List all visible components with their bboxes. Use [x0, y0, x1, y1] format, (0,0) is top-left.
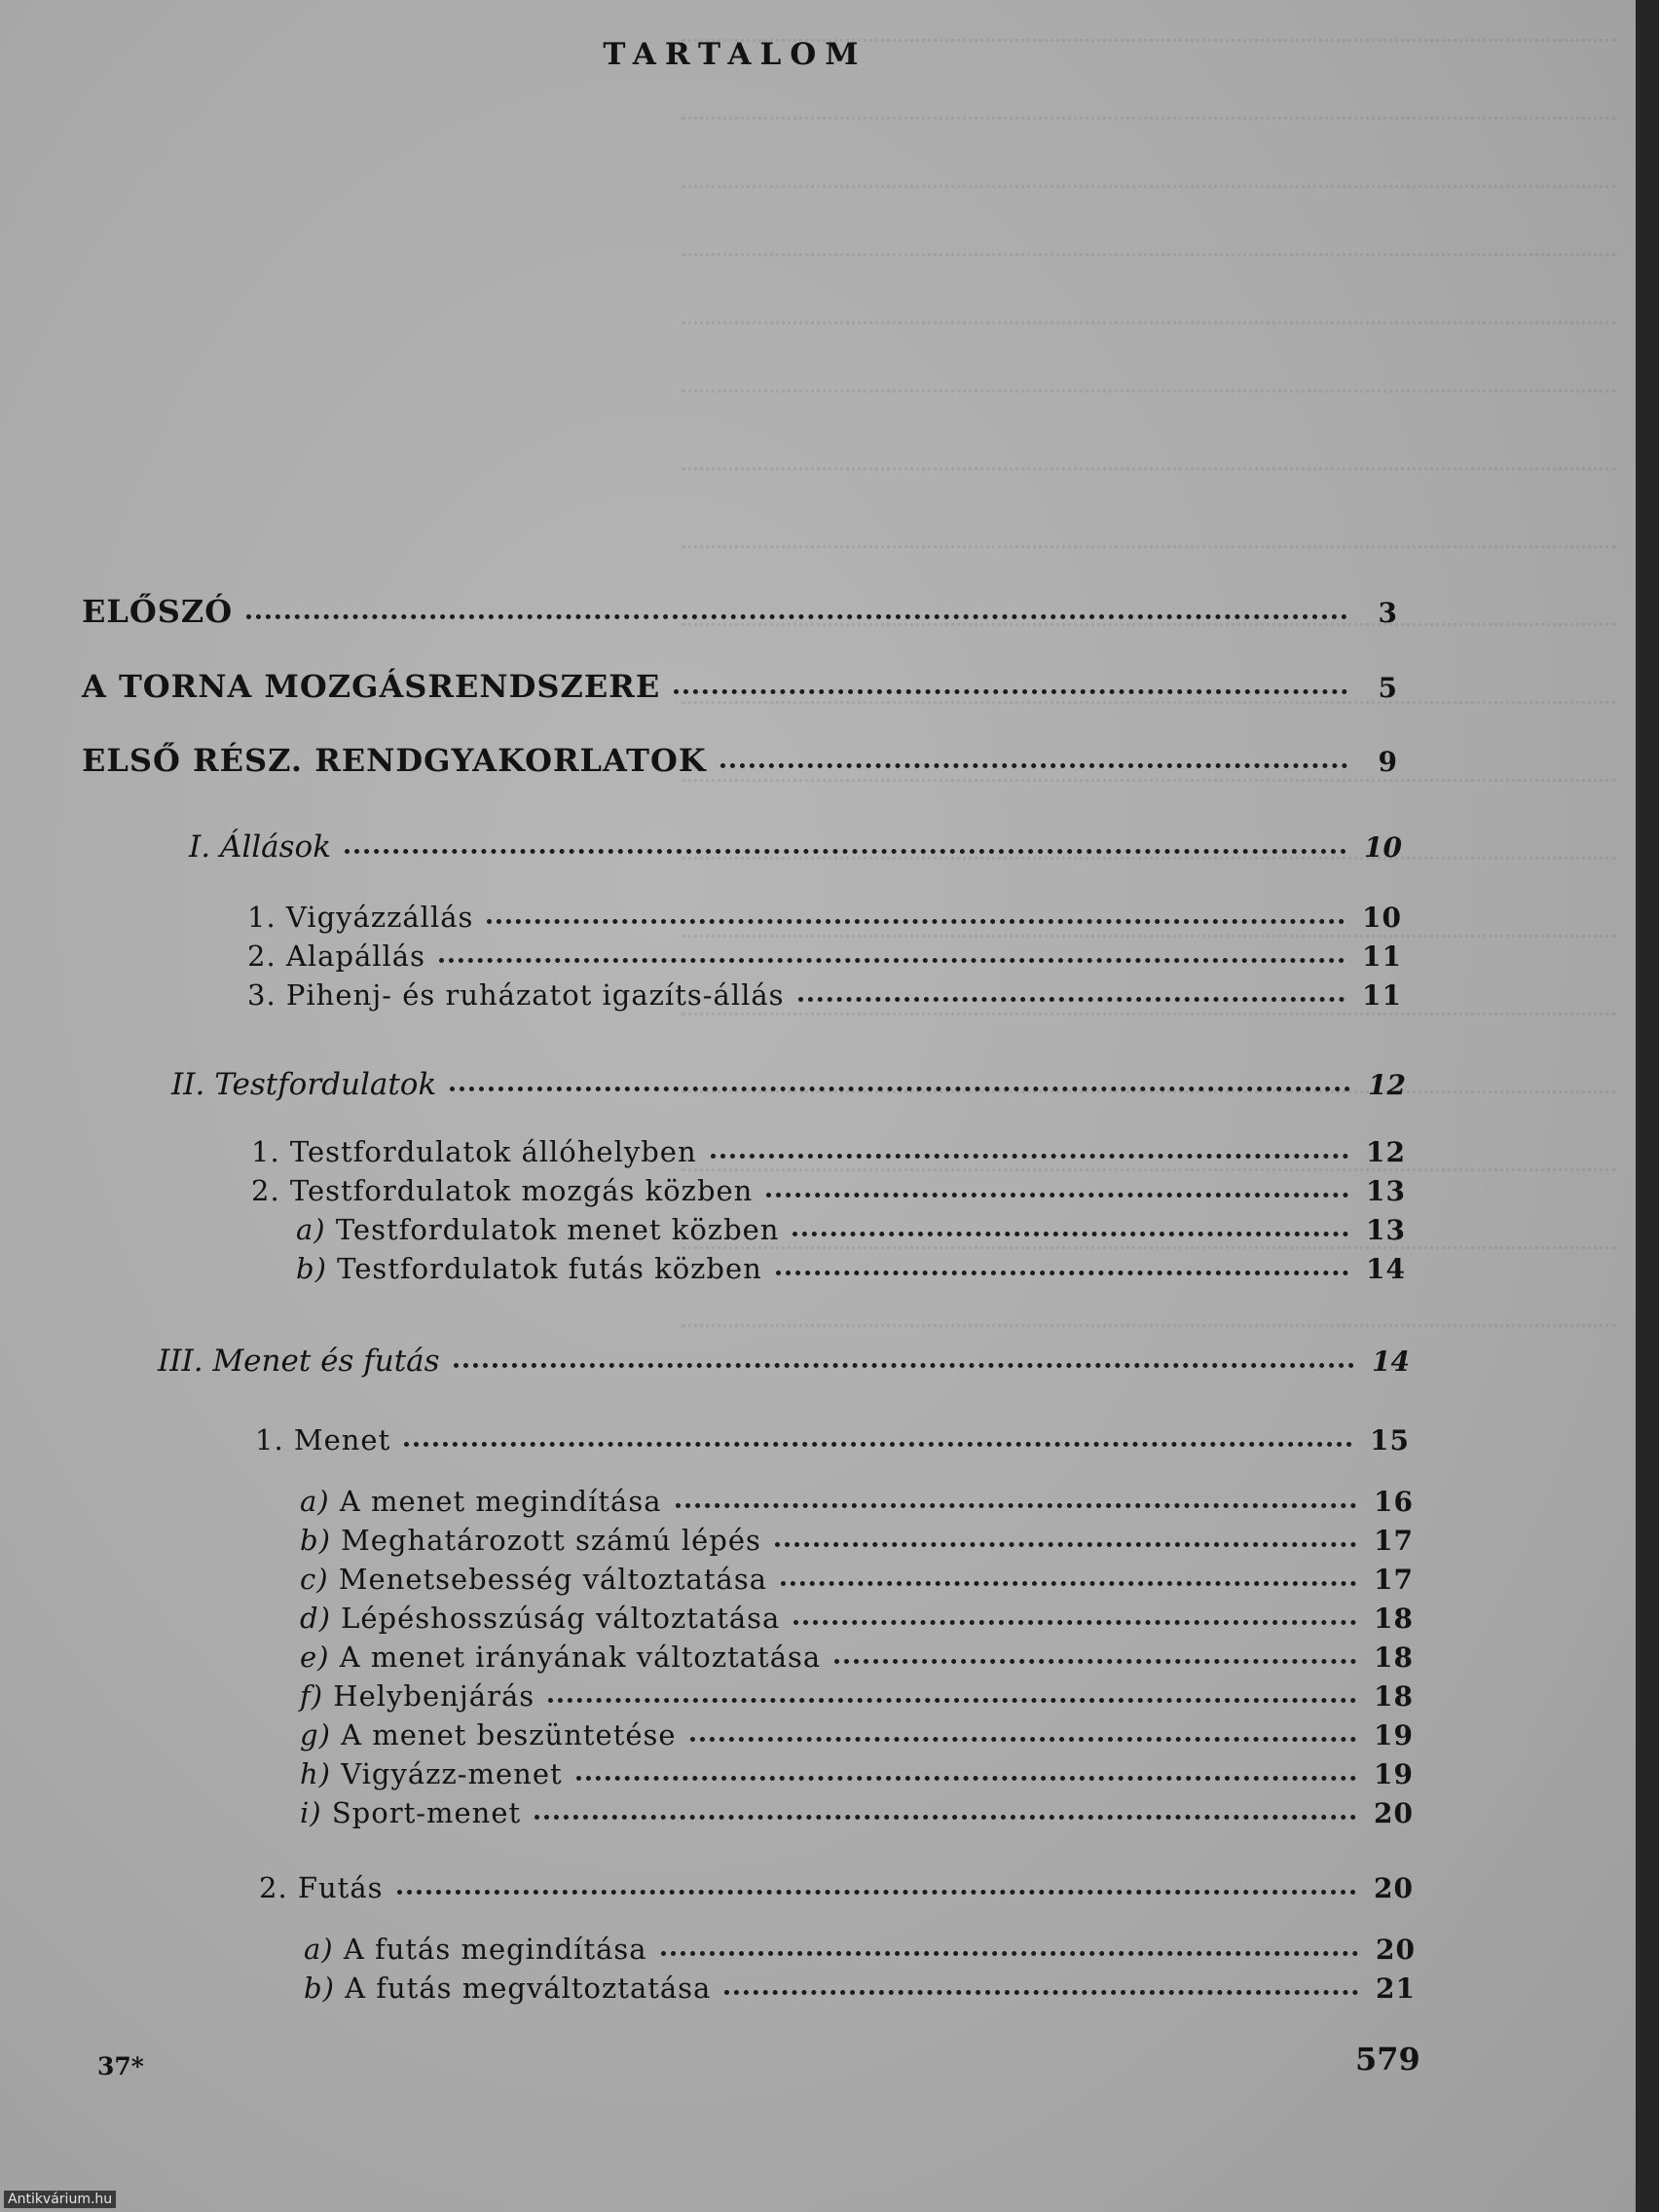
- toc-entry-page: 17: [1374, 1564, 1414, 1596]
- toc-subitem-label: A futás megindítása: [343, 1933, 647, 1966]
- toc-item[interactable]: [255, 1423, 1410, 1456]
- toc-subitem-letter: d): [300, 1602, 331, 1635]
- toc-subitem[interactable]: [296, 1213, 1406, 1246]
- toc-subitem[interactable]: [300, 1524, 1414, 1557]
- page-title: TARTALOM: [603, 37, 867, 72]
- toc-entry-page: 9: [1378, 746, 1398, 778]
- toc-item-label: 2. Futás: [259, 1871, 384, 1904]
- toc-subitem-letter: b): [304, 1972, 335, 2005]
- toc-entry-page: 20: [1374, 1797, 1414, 1829]
- toc-entry-page: 20: [1376, 1934, 1416, 1966]
- toc-entry-page: 13: [1366, 1175, 1406, 1207]
- toc-subitem-letter: f): [300, 1679, 324, 1713]
- toc-subitem[interactable]: [296, 1252, 1406, 1285]
- toc-subitem-letter: b): [300, 1524, 331, 1557]
- toc-subitem[interactable]: [300, 1679, 1414, 1713]
- toc-subitem-letter: g): [300, 1718, 331, 1751]
- toc-entry-torna-mozgasrendszere[interactable]: [82, 668, 1398, 705]
- leader-dots: [793, 1232, 1348, 1236]
- toc-subitem[interactable]: [300, 1796, 1414, 1829]
- toc-item-label: 3. Pihenj- és ruházatot igazíts-állás: [247, 978, 785, 1012]
- toc-subitem-label: A menet beszüntetése: [341, 1718, 677, 1751]
- toc-subitem-label: Sport-menet: [331, 1796, 522, 1829]
- toc-subitem-label: Helybenjárás: [333, 1679, 535, 1713]
- toc-entry-eloszo[interactable]: [82, 593, 1398, 630]
- toc-subitem[interactable]: [304, 1972, 1416, 2005]
- toc-entry-page: 11: [1362, 940, 1402, 973]
- toc-subitem[interactable]: [300, 1641, 1414, 1674]
- leader-dots: [487, 919, 1345, 924]
- leader-dots: [246, 614, 1347, 619]
- toc-section-label: I. Állások: [189, 830, 332, 865]
- toc-entry-page: 18: [1374, 1680, 1414, 1713]
- toc-entry-label: A TORNA MOZGÁSRENDSZERE: [82, 668, 661, 705]
- leader-dots: [576, 1776, 1356, 1781]
- leader-dots: [661, 1951, 1358, 1956]
- toc-entry-page: 20: [1374, 1872, 1414, 1904]
- toc-subitem-label: Vigyázz-menet: [341, 1757, 563, 1790]
- toc-item[interactable]: [259, 1871, 1414, 1904]
- toc-subitem-letter: a): [296, 1213, 326, 1246]
- leader-dots: [766, 1193, 1348, 1198]
- leader-dots: [674, 689, 1347, 694]
- leader-dots: [775, 1542, 1356, 1547]
- leader-dots: [690, 1737, 1356, 1742]
- toc-entry-page: 16: [1374, 1486, 1414, 1518]
- toc-entry-page: 14: [1372, 1346, 1410, 1378]
- toc-item-label: 1. Testfordulatok állóhelyben: [251, 1135, 697, 1168]
- leader-dots: [720, 763, 1347, 768]
- toc-item[interactable]: [251, 1174, 1406, 1207]
- toc-subitem[interactable]: [300, 1757, 1414, 1790]
- toc-entry-label: ELŐSZÓ: [82, 593, 234, 630]
- toc-entry-page: 17: [1374, 1525, 1414, 1557]
- toc-subitem-label: A futás megváltoztatása: [345, 1972, 712, 2005]
- toc-subitem-label: Testfordulatok menet közben: [335, 1213, 780, 1246]
- toc-subitem-letter: e): [300, 1641, 330, 1674]
- toc-section-testfordulatok[interactable]: [171, 1067, 1406, 1102]
- toc-entry-page: 19: [1374, 1719, 1414, 1751]
- leader-dots: [548, 1698, 1356, 1703]
- toc-entry-page: 3: [1378, 597, 1398, 629]
- toc-subitem-letter: h): [300, 1757, 331, 1790]
- toc-subitem-label: A menet irányának változtatása: [339, 1641, 822, 1674]
- leader-dots: [454, 1363, 1354, 1368]
- leader-dots: [676, 1503, 1357, 1508]
- toc-entry-page: 12: [1366, 1136, 1406, 1168]
- toc-entry-label: ELSŐ RÉSZ. RENDGYAKORLATOK: [82, 742, 707, 779]
- leader-dots: [798, 997, 1345, 1002]
- toc-item[interactable]: [247, 901, 1402, 934]
- toc-section-label: III. Menet és futás: [158, 1344, 440, 1379]
- leader-dots: [397, 1890, 1357, 1895]
- leader-dots: [535, 1815, 1356, 1820]
- leader-dots: [439, 958, 1345, 963]
- leader-dots: [345, 849, 1346, 854]
- toc-section-menet-es-futas[interactable]: [158, 1344, 1410, 1379]
- toc-entry-page: 10: [1364, 831, 1402, 864]
- toc-entry-page: 19: [1374, 1758, 1414, 1790]
- toc-subitem-letter: i): [300, 1796, 322, 1829]
- toc-subitem[interactable]: [300, 1563, 1414, 1596]
- toc-subitem-letter: b): [296, 1252, 327, 1285]
- toc-entry-page: 18: [1374, 1641, 1414, 1674]
- leader-dots: [793, 1620, 1356, 1625]
- toc-subitem-letter: c): [300, 1563, 329, 1596]
- leader-dots: [711, 1154, 1348, 1159]
- toc-entry-elso-resz[interactable]: [82, 742, 1398, 779]
- toc-subitem[interactable]: [300, 1485, 1414, 1518]
- toc-item-label: 1. Vigyázzállás: [247, 901, 474, 934]
- toc-entry-page: 21: [1376, 1972, 1416, 2005]
- toc-item-label: 2. Alapállás: [247, 940, 425, 973]
- toc-subitem-letter: a): [304, 1933, 334, 1966]
- toc-item[interactable]: [251, 1135, 1406, 1168]
- toc-subitem-label: Menetsebesség változtatása: [338, 1563, 768, 1596]
- watermark: Antikvárium.hu: [4, 2191, 116, 2208]
- toc-subitem-letter: a): [300, 1485, 330, 1518]
- toc-subitem[interactable]: [300, 1718, 1414, 1751]
- toc-subitem[interactable]: [304, 1933, 1416, 1966]
- toc-subitem-label: Lépéshosszúság változtatása: [341, 1602, 781, 1635]
- toc-item-label: 1. Menet: [255, 1423, 391, 1456]
- leader-dots: [404, 1442, 1352, 1447]
- toc-section-allasok[interactable]: [189, 830, 1402, 865]
- toc-entry-page: 13: [1366, 1214, 1406, 1246]
- toc-subitem[interactable]: [300, 1602, 1414, 1635]
- leader-dots: [776, 1271, 1348, 1275]
- binding-edge: [1636, 0, 1659, 2212]
- leader-dots: [781, 1581, 1356, 1586]
- toc-entry-page: 11: [1362, 979, 1402, 1012]
- toc-item[interactable]: [247, 940, 1402, 973]
- toc-item[interactable]: [247, 978, 1402, 1012]
- toc-entry-page: 18: [1374, 1603, 1414, 1635]
- leader-dots: [724, 1990, 1358, 1995]
- toc-section-label: II. Testfordulatok: [171, 1067, 437, 1102]
- leader-dots: [834, 1659, 1356, 1664]
- signature-mark: 37*: [97, 2052, 144, 2081]
- toc-entry-page: 5: [1378, 672, 1398, 704]
- toc-subitem-label: Testfordulatok futás közben: [337, 1252, 762, 1285]
- toc-entry-page: 15: [1370, 1424, 1410, 1456]
- toc-entry-page: 10: [1362, 902, 1402, 934]
- toc-subitem-label: Meghatározott számú lépés: [341, 1524, 761, 1557]
- toc-entry-page: 14: [1366, 1253, 1406, 1285]
- toc-subitem-label: A menet megindítása: [339, 1485, 662, 1518]
- toc-entry-page: 12: [1368, 1069, 1406, 1101]
- toc-item-label: 2. Testfordulatok mozgás közben: [251, 1174, 754, 1207]
- page-number: 579: [1355, 2041, 1420, 2078]
- leader-dots: [450, 1087, 1350, 1091]
